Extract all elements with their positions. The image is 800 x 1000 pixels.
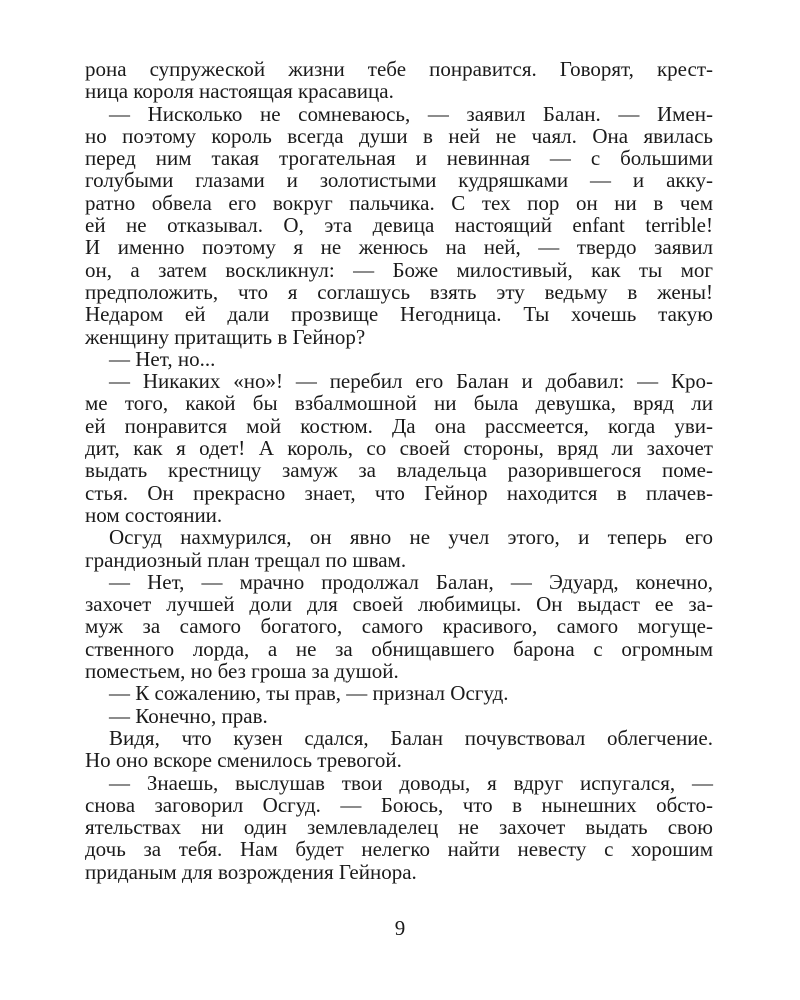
text-line: Недаром ей дали прозвище Негодница. Ты хочешь такую [85,302,713,327]
text-line: ном состоянии. [85,502,223,527]
text-line: дит, как я одет! А король, со своей стороны, вряд ли захочет [85,436,713,461]
text-line: грандиозный план трещал по швам. [85,547,407,572]
text-line: — Нет, но... [109,346,216,371]
text-line: снова заговорил Осгуд. — Боюсь, что в нынешних обсто- [85,792,713,817]
text-line: — Знаешь, выслушав твои доводы, я вдруг испугался, — [109,770,713,795]
text-line: голубыми глазами и золотистыми кудряшками — и акку- [85,168,713,193]
text-line: ятельствах ни один землевладелец не захочет выдать свою [85,815,713,840]
text-line: ратно обвела его вокруг пальчика. С тех пор он ни в чем [85,190,713,215]
text-line: И именно поэтому я не женюсь на ней, — твердо заявил [85,235,713,260]
text-line: ница короля настоящая красавица. [85,79,394,104]
text-line: Но оно вскоре сменилось тревогой. [85,748,402,773]
text-line: муж за самого богатого, самого красивого, самого могуще- [85,614,713,639]
text-line: поместьем, но без гроша за душой. [85,659,399,684]
text-line: перед ним такая трогательная и невинная — с большими [85,146,713,171]
page-number: 9 [394,916,406,940]
text-line: — Нисколько не сомневаюсь, — заявил Балан. — Имен- [109,101,713,126]
text-line: — Конечно, прав. [109,703,268,728]
text-line: ей понравится мой костюм. Да она рассмеется, когда уви- [85,413,713,438]
text-line: — Никаких «но»! — перебил его Балан и добавил: — Кро- [109,369,713,394]
text-line: выдать крестницу замуж за владельца разорившегося поме- [85,458,713,483]
text-line: дочь за тебя. Нам будет нелегко найти невесту с хорошим [85,837,713,862]
text-line: женщину притащить в Гейнор? [85,324,366,349]
text-line: ме того, какой бы взбалмошной ни была девушка, вряд ли [85,391,713,416]
text-line: предположить, что я соглашусь взять эту ведьму в жены! [85,279,713,304]
text-line: — К сожалению, ты прав, — признал Осгуд. [109,681,509,706]
text-line: приданым для возрождения Гейнора. [85,859,417,884]
text-line: ей не отказывал. О, эта девица настоящий enfant terrible! [85,213,713,238]
text-line: рона супружеской жизни тебе понравится. Говорят, крест- [85,57,713,81]
text-line: — Нет, — мрачно продолжал Балан, — Эдуард, конечно, [109,569,713,594]
text-body [85,58,713,918]
text-line: он, а затем воскликнул: — Боже милостивый, как ты мог [85,257,713,282]
text-line: ственного лорда, а не за обнищавшего барона с огромным [85,636,713,661]
text-line: Осгуд нахмурился, он явно не учел этого, и теперь его [109,525,713,550]
text-line: стья. Он прекрасно знает, что Гейнор находится в плачев- [85,480,713,505]
text-line: захочет лучшей доли для своей любимицы. Он выдаст ее за- [85,592,713,617]
text-line: но поэтому король всегда души в ней не чаял. Она явилась [85,123,713,148]
text-line: Видя, что кузен сдался, Балан почувствовал облегчение. [109,725,713,750]
